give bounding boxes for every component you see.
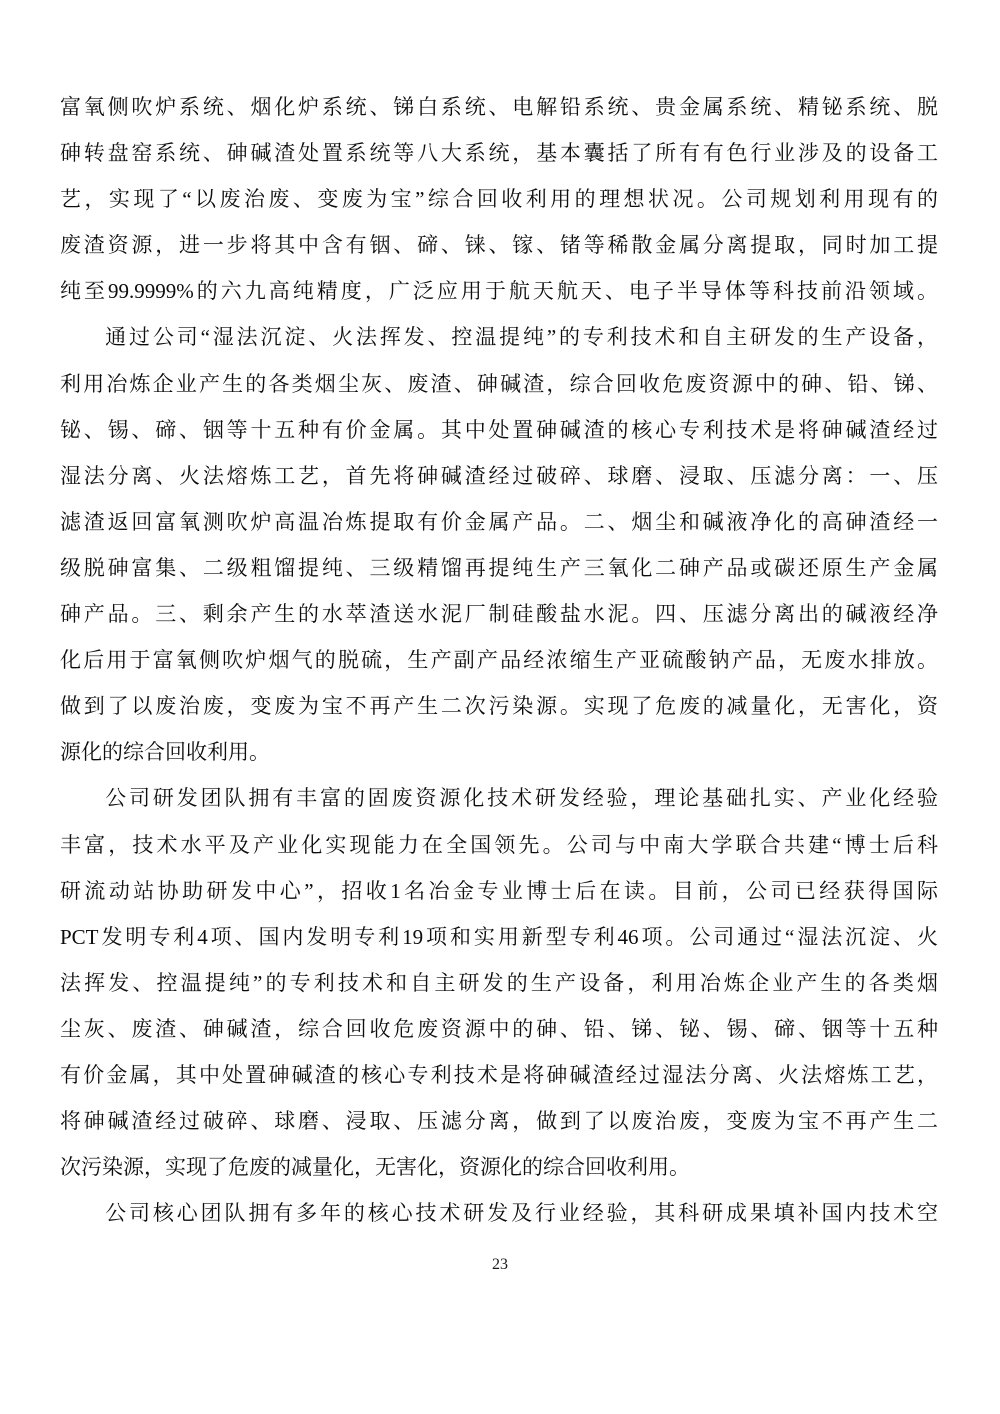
text-line: 源化的综合回收利用。 xyxy=(60,740,270,765)
text-line: 艺，实现了“以废治废、变废为宝”综合回收利用的理想状况。公司规划利用现有的 xyxy=(60,187,938,212)
text-line: 利用冶炼企业产生的各类烟尘灰、废渣、砷碱渣，综合回收危废资源中的砷、铅、锑、 xyxy=(60,371,938,396)
text-line: 研流动站协助研发中心”，招收1名冶金专业博士后在读。目前，公司已经获得国际 xyxy=(60,878,938,903)
text-line: 公司研发团队拥有丰富的固废资源化技术研发经验，理论基础扎实、产业化经验 xyxy=(105,786,938,811)
text-line: 法挥发、控温提纯”的专利技术和自主研发的生产设备，利用冶炼企业产生的各类烟 xyxy=(60,970,938,995)
text-line: 砷转盘窑系统、砷碱渣处置系统等八大系统，基本囊括了所有有色行业涉及的设备工 xyxy=(60,141,938,166)
document-body xyxy=(60,84,938,1236)
text-line: 有价金属，其中处置砷碱渣的核心专利技术是将砷碱渣经过湿法分离、火法熔炼工艺， xyxy=(60,1062,938,1087)
text-line: 化后用于富氧侧吹炉烟气的脱硫，生产副产品经浓缩生产亚硫酸钠产品，无废水排放。 xyxy=(60,648,938,673)
text-line: 砷产品。三、剩余产生的水萃渣送水泥厂制硅酸盐水泥。四、压滤分离出的碱液经净 xyxy=(60,602,938,627)
text-line: 通过公司“湿法沉淀、火法挥发、控温提纯”的专利技术和自主研发的生产设备， xyxy=(105,325,938,350)
page-number: 23 xyxy=(492,1256,508,1273)
text-line: 富氧侧吹炉系统、烟化炉系统、锑白系统、电解铅系统、贵金属系统、精铋系统、脱 xyxy=(60,95,938,119)
text-line: 公司核心团队拥有多年的核心技术研发及行业经验，其科研成果填补国内技术空 xyxy=(105,1201,938,1226)
text-line: 纯至99.9999%的六九高纯精度，广泛应用于航天航天、电子半导体等科技前沿领域。 xyxy=(60,279,938,304)
text-line: 尘灰、废渣、砷碱渣，综合回收危废资源中的砷、铅、锑、铋、锡、碲、铟等十五种 xyxy=(60,1016,938,1041)
text-line: 铋、锡、碲、铟等十五种有价金属。其中处置砷碱渣的核心专利技术是将砷碱渣经过 xyxy=(60,417,938,442)
text-line: 滤渣返回富氧测吹炉高温冶炼提取有价金属产品。二、烟尘和碱液净化的高砷渣经一 xyxy=(60,509,938,534)
text-line: 将砷碱渣经过破碎、球磨、浸取、压滤分离，做到了以废治废，变废为宝不再产生二 xyxy=(60,1109,938,1134)
text-line: 湿法分离、火法熔炼工艺，首先将砷碱渣经过破碎、球磨、浸取、压滤分离：一、压 xyxy=(60,463,938,488)
text-line: 做到了以废治废，变废为宝不再产生二次污染源。实现了危废的减量化，无害化，资 xyxy=(60,694,938,719)
text-line: 次污染源，实现了危废的减量化，无害化，资源化的综合回收利用。 xyxy=(60,1155,690,1180)
text-line: 废渣资源，进一步将其中含有铟、碲、铼、镓、锗等稀散金属分离提取，同时加工提 xyxy=(60,233,938,258)
text-line: PCT发明专利4项、国内发明专利19项和实用新型专利46项。公司通过“湿法沉淀、火 xyxy=(60,924,938,949)
text-line: 丰富，技术水平及产业化实现能力在全国领先。公司与中南大学联合共建“博士后科 xyxy=(60,832,938,857)
text-line: 级脱砷富集、二级粗馏提纯、三级精馏再提纯生产三氧化二砷产品或碳还原生产金属 xyxy=(60,555,938,580)
